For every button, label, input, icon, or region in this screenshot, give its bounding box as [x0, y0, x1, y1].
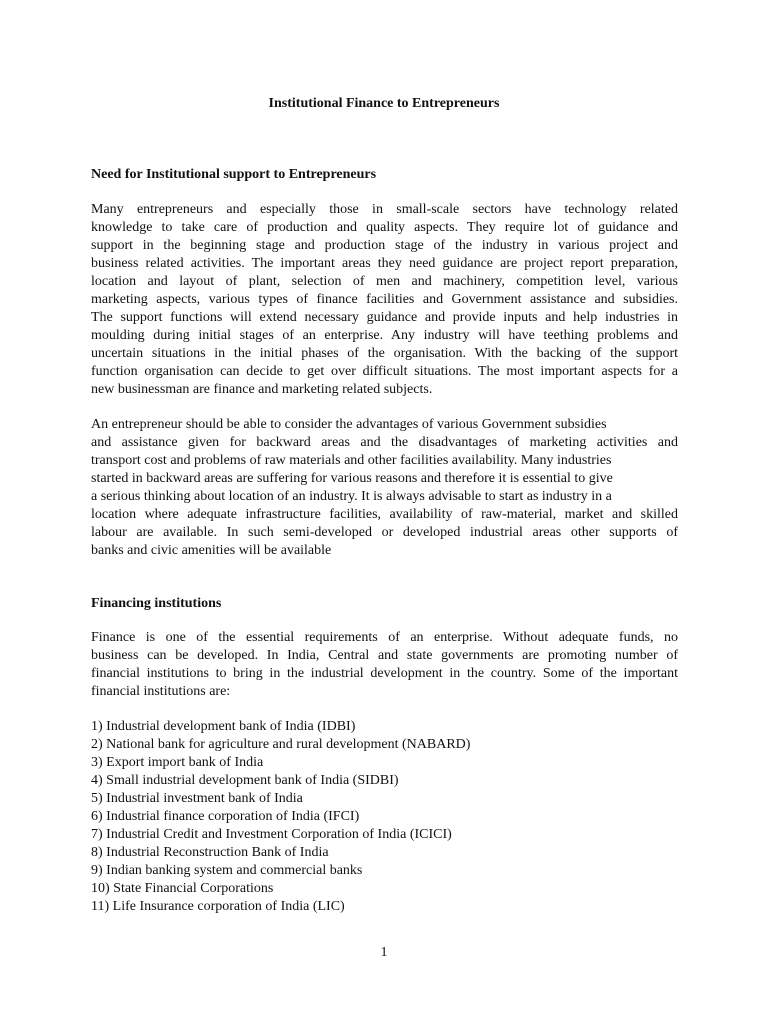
text-line: and assistance given for backward areas and the disadvantages of marketing activities and [91, 435, 678, 450]
list-item: 10) State Financial Corporations [91, 881, 274, 896]
list-item: 4) Small industrial development bank of India (SIDBI) [91, 773, 399, 788]
list-item: 3) Export import bank of India [91, 755, 264, 770]
text-line: transport cost and problems of raw materials and other facilities availability. Many industries [91, 453, 612, 468]
section-heading-financing-institutions: Financing institutions [91, 596, 222, 611]
section-heading-institutional-support: Need for Institutional support to Entrepreneurs [91, 167, 377, 182]
text-line: An entrepreneur should be able to consider the advantages of various Government subsidies [91, 417, 607, 432]
text-line: location where adequate infrastructure facilities, availability of raw-material, market and skilled [91, 507, 678, 522]
text-line: uncertain situations in the initial phases of the organisation. With the backing of the support [91, 346, 678, 361]
text-line: moulding during initial stages of an enterprise. Any industry will have teething problems and [91, 328, 678, 343]
list-item: 11) Life Insurance corporation of India (LIC) [91, 899, 345, 914]
text-line: a serious thinking about location of an industry. It is always advisable to start as industry in a [91, 489, 612, 504]
list-item: 9) Indian banking system and commercial banks [91, 863, 363, 878]
list-item: 5) Industrial investment bank of India [91, 791, 303, 806]
institutions-list [91, 718, 470, 916]
list-item: 2) National bank for agriculture and rural development (NABARD) [91, 737, 471, 752]
text-line: business related activities. The important areas they need guidance are project report preparation, [91, 256, 678, 271]
text-line: The support functions will extend necessary guidance and provide inputs and help industries in [91, 310, 678, 325]
text-line: Many entrepreneurs and especially those in small-scale sectors have technology related [91, 202, 678, 217]
text-line: financial institutions are: [91, 684, 231, 699]
paragraph-location-considerations [91, 416, 678, 560]
text-line: started in backward areas are suffering for various reasons and therefore it is essential to give [91, 471, 613, 486]
text-line: business can be developed. In India, Central and state governments are promoting number of [91, 648, 678, 663]
text-line: support in the beginning stage and production stage of the industry in various project and [91, 238, 678, 253]
text-line: banks and civic amenities will be available [91, 543, 332, 558]
text-line: financial institutions to bring in the industrial development in the country. Some of the important [91, 666, 678, 681]
paragraph-institutional-support [91, 201, 678, 399]
text-line: Finance is one of the essential requirements of an enterprise. Without adequate funds, no [91, 630, 678, 645]
list-item: 8) Industrial Reconstruction Bank of India [91, 845, 329, 860]
page-number: 1 [380, 945, 388, 960]
list-item: 1) Industrial development bank of India (IDBI) [91, 719, 356, 734]
text-line: function organisation can decide to get over difficult situations. The most important aspects for a [91, 364, 678, 379]
text-line: location and layout of plant, selection of men and machinery, competition level, various [91, 274, 678, 289]
list-item: 7) Industrial Credit and Investment Corporation of India (ICICI) [91, 827, 452, 842]
text-line: knowledge to take care of production and quality aspects. They require lot of guidance and [91, 220, 678, 235]
paragraph-financing-institutions [91, 629, 678, 701]
text-line: new businessman are finance and marketing related subjects. [91, 382, 433, 397]
document-title: Institutional Finance to Entrepreneurs [268, 96, 500, 111]
text-line: labour are available. In such semi-developed or developed industrial areas other supports of [91, 525, 678, 540]
list-item: 6) Industrial finance corporation of India (IFCI) [91, 809, 360, 824]
text-line: marketing aspects, various types of finance facilities and Government assistance and subsidies. [91, 292, 678, 307]
